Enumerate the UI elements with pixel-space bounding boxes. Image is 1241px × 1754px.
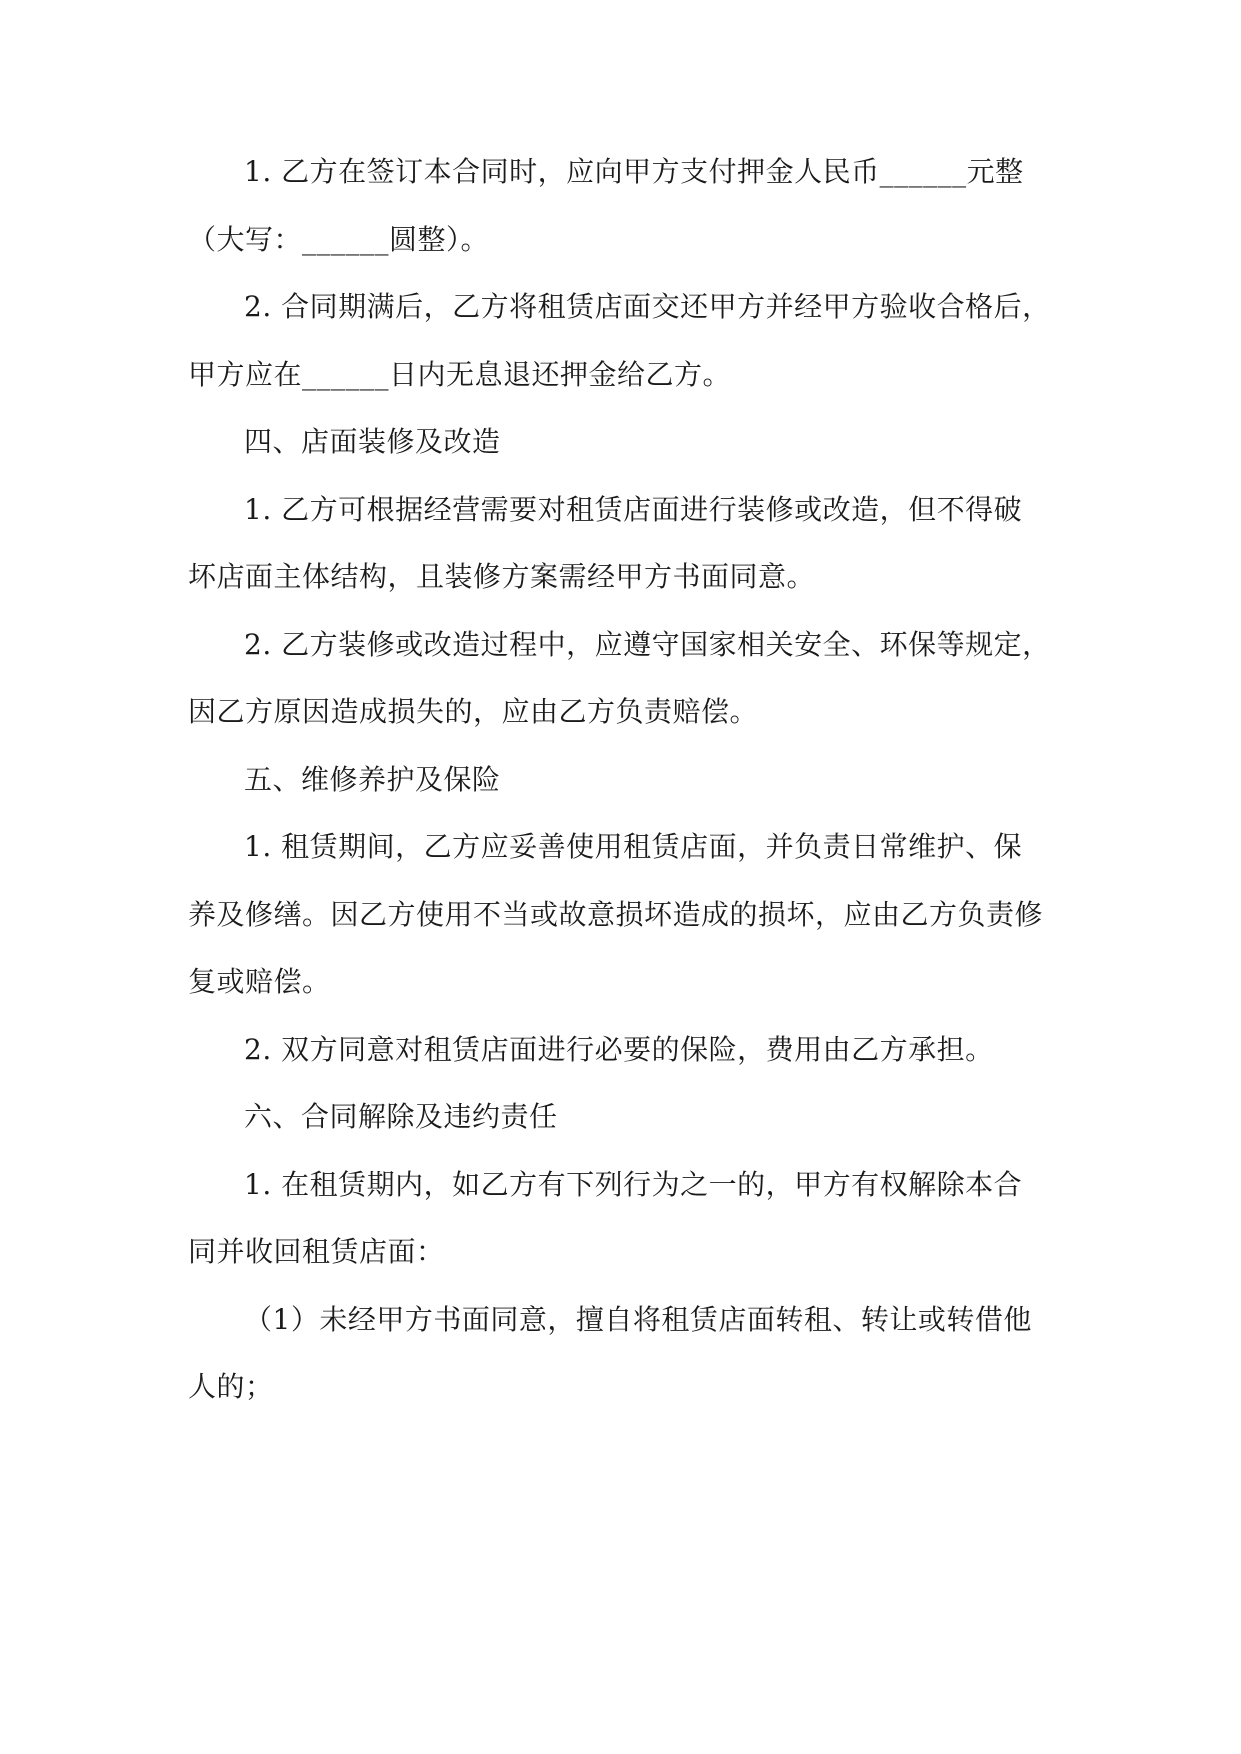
section-heading-6: 六、合同解除及违约责任 (244, 1100, 558, 1133)
text-line-7: 坏店面主体结构，且装修方案需经甲方书面同意。 (188, 560, 816, 593)
text-line-12: 养及修缮。因乙方使用不当或故意损坏造成的损坏，应由乙方负责修 (188, 898, 1044, 931)
text-line-18: （1）未经甲方书面同意，擅自将租赁店面转租、转让或转借他 (244, 1303, 1032, 1336)
section-heading-4: 四、店面装修及改造 (244, 425, 501, 458)
text-line-3: 2. 合同期满后，乙方将租赁店面交还甲方并经甲方验收合格后， (244, 290, 1051, 323)
text-line-6: 1. 乙方可根据经营需要对租赁店面进行装修或改造，但不得破 (244, 493, 1023, 526)
text-line-4: 甲方应在______日内无息退还押金给乙方。 (188, 358, 732, 391)
text-line-2: （大写：______圆整）。 (188, 223, 490, 256)
text-line-9: 因乙方原因造成损失的，应由乙方负责赔偿。 (188, 695, 759, 728)
text-line-16: 1. 在租赁期内，如乙方有下列行为之一的，甲方有权解除本合 (244, 1168, 1023, 1201)
text-line-19: 人的； (188, 1370, 274, 1403)
text-line-11: 1. 租赁期间，乙方应妥善使用租赁店面，并负责日常维护、保 (244, 830, 1023, 863)
section-heading-5: 五、维修养护及保险 (244, 763, 501, 796)
text-line-1: 1. 乙方在签订本合同时，应向甲方支付押金人民币______元整 (244, 155, 1024, 188)
text-line-8: 2. 乙方装修或改造过程中，应遵守国家相关安全、环保等规定， (244, 628, 1051, 661)
text-line-14: 2. 双方同意对租赁店面进行必要的保险，费用由乙方承担。 (244, 1033, 994, 1066)
text-line-13: 复或赔偿。 (188, 965, 331, 998)
text-line-17: 同并收回租赁店面： (188, 1235, 445, 1268)
